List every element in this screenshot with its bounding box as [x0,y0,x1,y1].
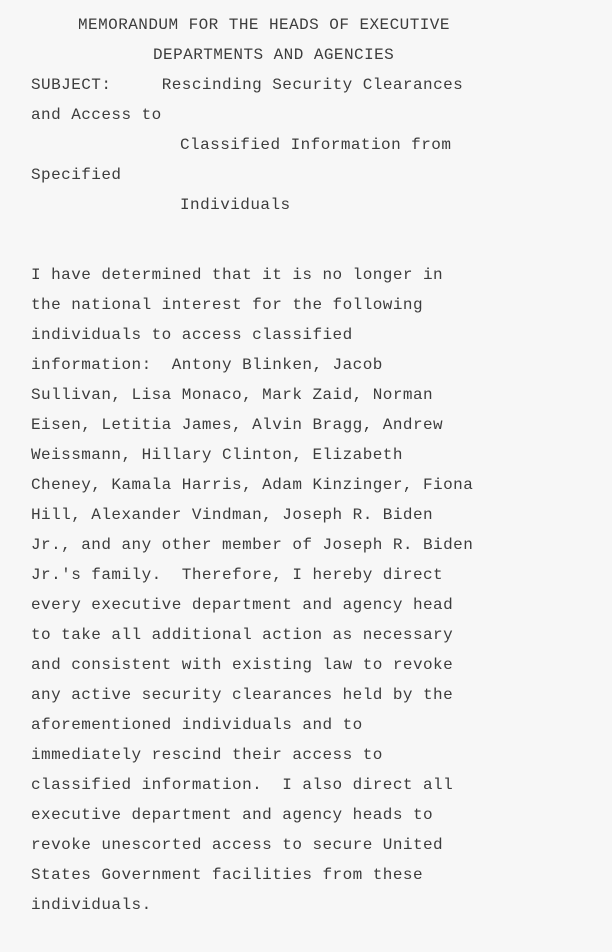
subject-line-4: Specified [31,166,122,184]
body-line: Cheney, Kamala Harris, Adam Kinzinger, Fiona [31,476,474,494]
subject-text-1: Rescinding Security Clearances [161,76,464,94]
body-line: States Government facilities from these [31,866,424,884]
body-line: Jr.'s family. Therefore, I hereby direct [31,566,444,584]
subject-line-5: Individuals [180,196,291,214]
body-line: the national interest for the following [31,296,424,314]
body-line: Jr., and any other member of Joseph R. Biden [31,536,474,554]
body-line: classified information. I also direct all [31,776,454,794]
body-line: Eisen, Letitia James, Alvin Bragg, Andrew [31,416,444,434]
body-line: every executive department and agency head [31,596,454,614]
subject-block [31,70,612,220]
subject-line-3: Classified Information from [180,136,452,154]
body-line: any active security clearances held by the [31,686,454,704]
body-line: I have determined that it is no longer in [31,266,444,284]
body-line: Sullivan, Lisa Monaco, Mark Zaid, Norman [31,386,434,404]
memo-body-paragraph [31,260,612,920]
body-line: executive department and agency heads to [31,806,434,824]
subject-label: SUBJECT: [31,76,112,94]
memo-heading-line-1: MEMORANDUM FOR THE HEADS OF EXECUTIVE [78,16,450,34]
body-line: information: Antony Blinken, Jacob [31,356,383,374]
body-line: Weissmann, Hillary Clinton, Elizabeth [31,446,403,464]
body-line: and consistent with existing law to revoke [31,656,454,674]
body-line: individuals. [31,896,152,914]
body-line: immediately rescind their access to [31,746,383,764]
body-line: Hill, Alexander Vindman, Joseph R. Biden [31,506,434,524]
subject-line-1 [31,70,612,100]
body-line: aforementioned individuals and to [31,716,363,734]
paragraph-gap [31,220,612,260]
body-line: to take all additional action as necessary [31,626,454,644]
body-line: revoke unescorted access to secure United [31,836,444,854]
subject-line-2: and Access to [31,106,162,124]
memo-heading-line-2: DEPARTMENTS AND AGENCIES [153,46,395,64]
body-line: individuals to access classified [31,326,353,344]
